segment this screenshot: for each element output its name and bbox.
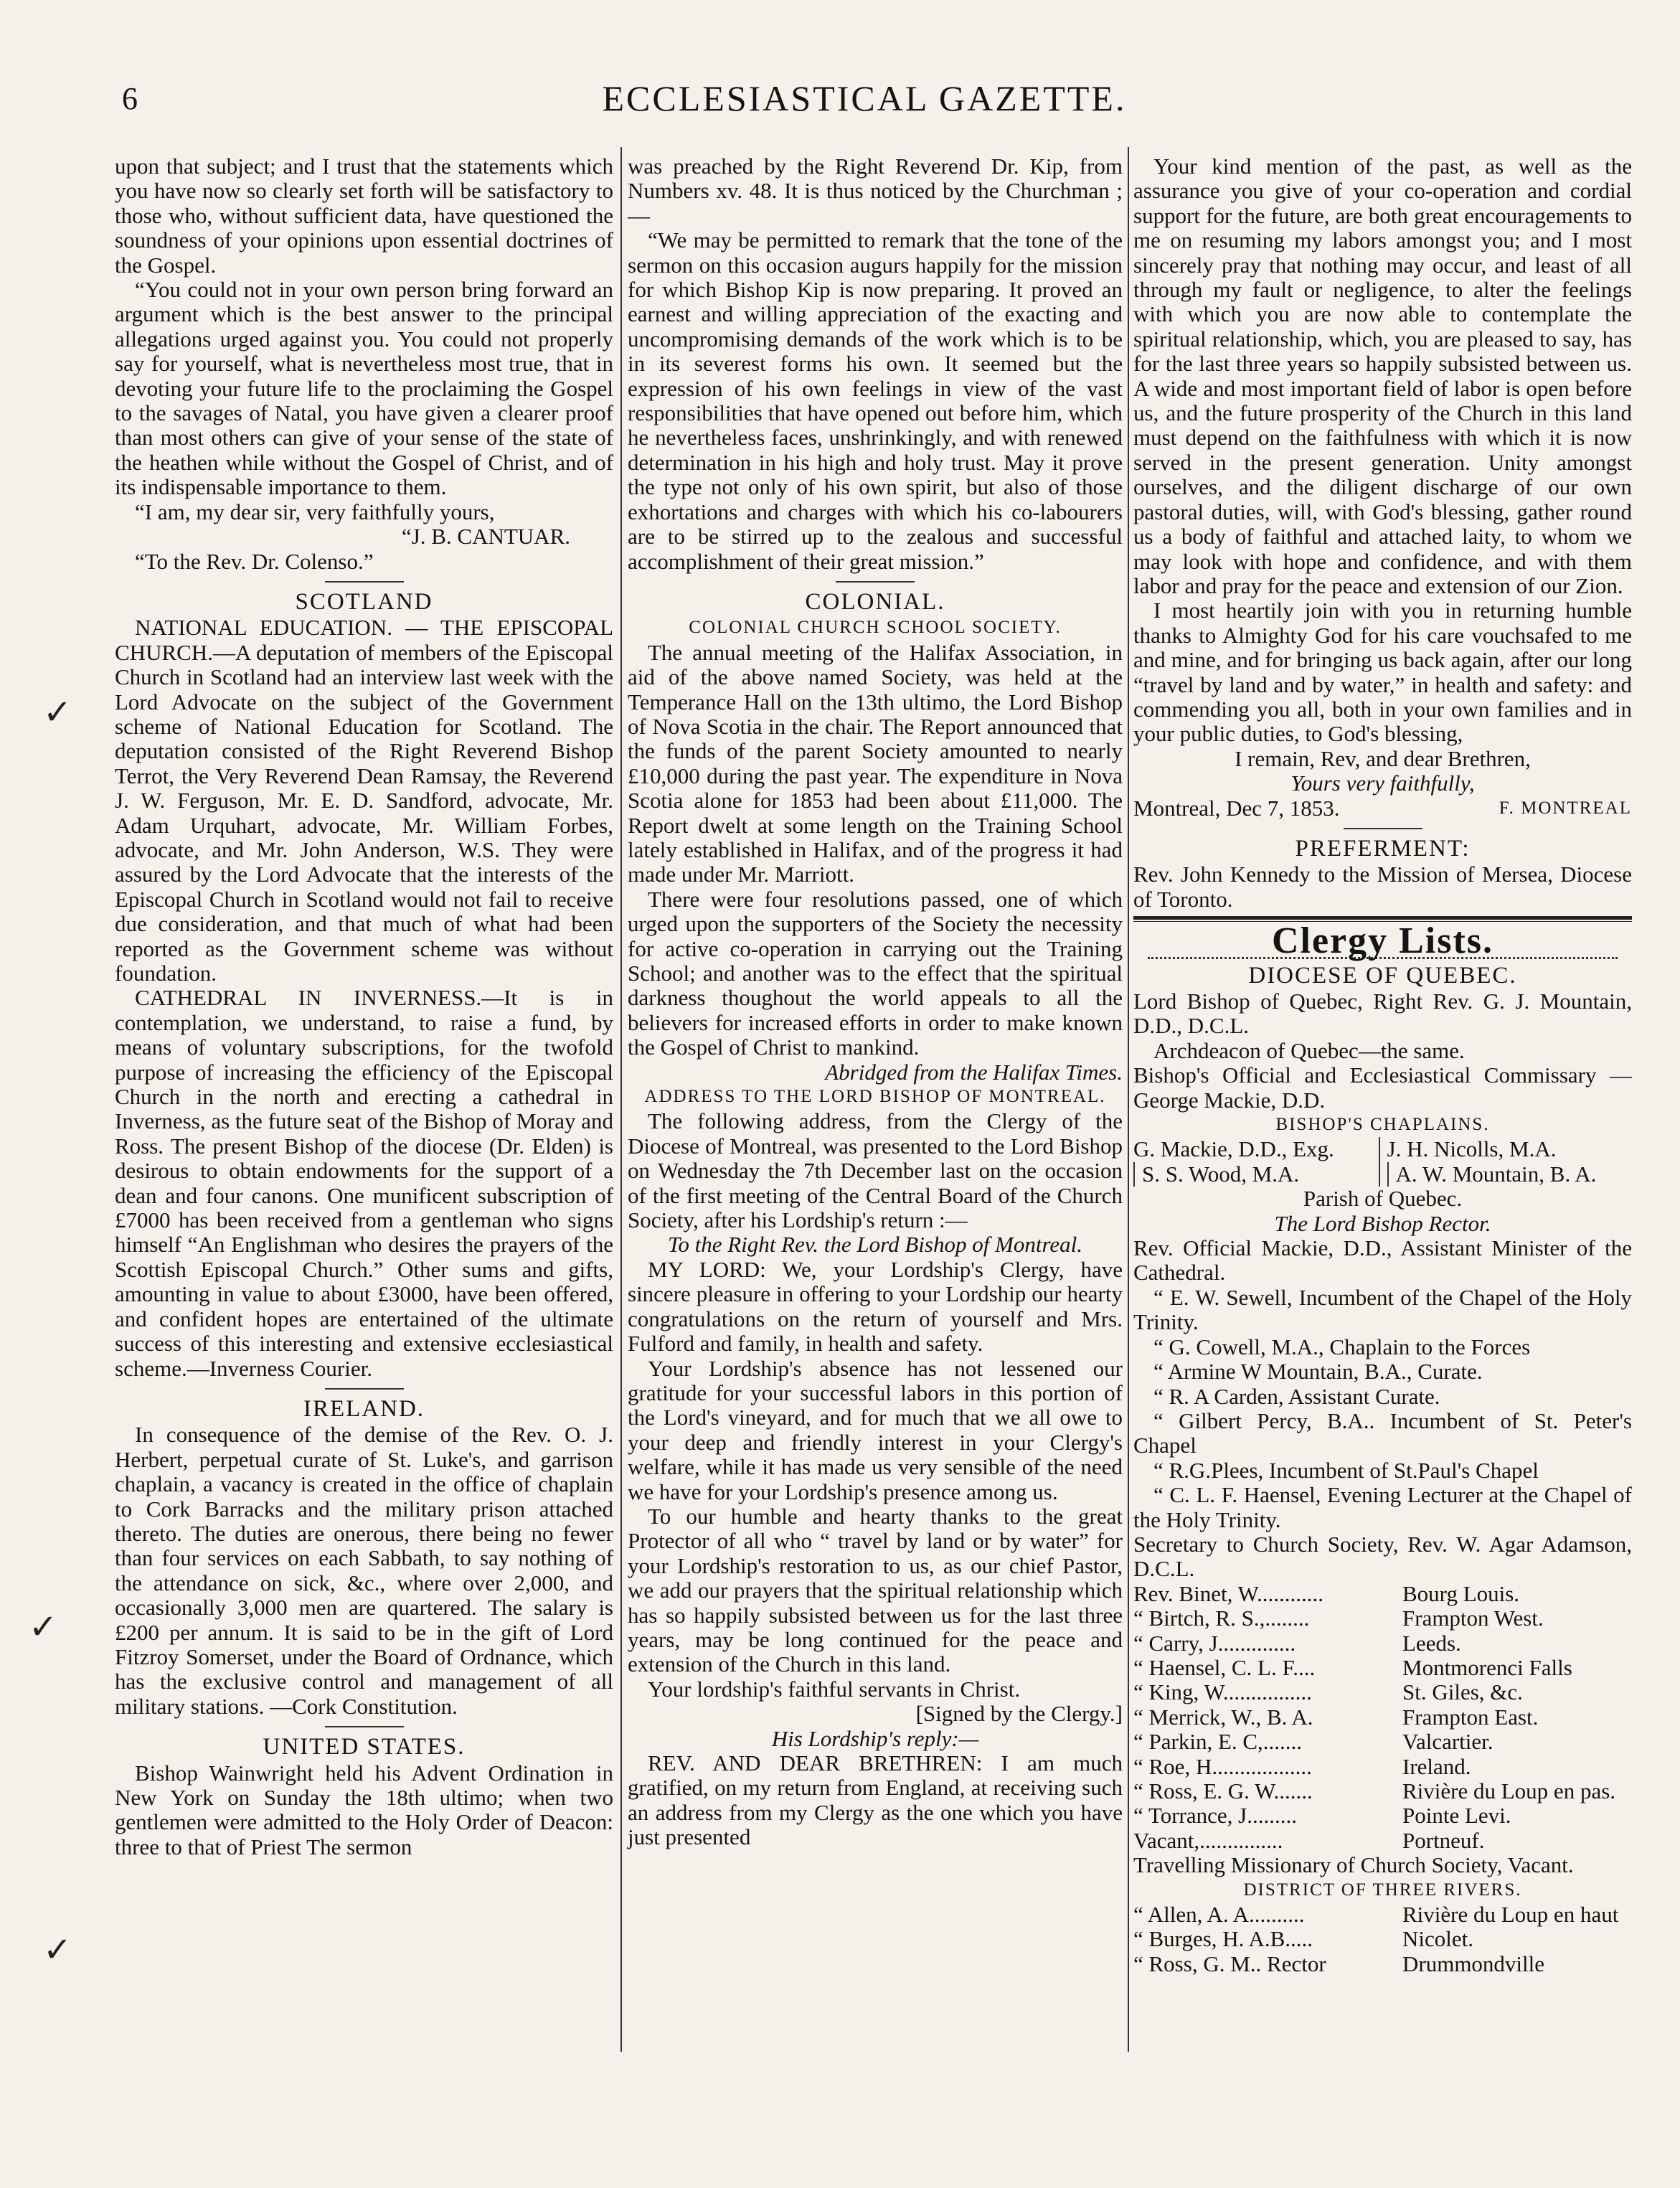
paragraph: The following address, from the Clergy of the Diocese of Montreal, was presented to the Lord Bishop on Wednesday the 7th December last on the occasion of the first meeting of the Central Board of the Church Society, after his Lordship's return :— bbox=[628, 1108, 1123, 1233]
subheading: ADDRESS TO THE LORD BISHOP OF MONTREAL. bbox=[644, 1087, 1106, 1107]
list-entry bbox=[1133, 1730, 1632, 1754]
clergy-name: “ King, W................ bbox=[1133, 1679, 1312, 1705]
list-entry bbox=[1133, 1829, 1632, 1853]
page-title: ECCLESIASTICAL GAZETTE. bbox=[602, 78, 1127, 118]
list-entry: J. H. Nicolls, M.A. bbox=[1387, 1136, 1557, 1162]
list-entry bbox=[1133, 1779, 1632, 1803]
letter-signature bbox=[1133, 796, 1632, 821]
check-mark: ✓ bbox=[29, 1608, 58, 1646]
subheading: Parish of Quebec. bbox=[1303, 1186, 1463, 1212]
list-entry bbox=[1133, 1656, 1632, 1680]
clergy-place: Frampton East. bbox=[1402, 1704, 1539, 1730]
signed-note: [Signed by the Clergy.] bbox=[915, 1701, 1123, 1727]
section-rule bbox=[1344, 828, 1422, 829]
closing: I remain, Rev, and dear Brethren, bbox=[1235, 745, 1531, 771]
paragraph: Your kind mention of the past, as well as the assurance you give of your co-operation and cordial support for the future, are both great encouragements to me on resuming my labors amongst you; and I most sincerely pray that nothing may occur, and least of all through my fault or negligence, to alter the feelings with which you are now able to contemplate the spiritual relationship, which, you are pleased to say, has for the last three years so happily subsisted between us. A wide and most important field of labor is open before us, and the future prosperity of the Church in this land must depend on the faithfulness with which it is now served in the present generation. Unity amongst ourselves, and the diligent discharge of our own pastoral duties, will, with God's blessing, gather round us a body of faithful and attached laity, to whom we may look with hope and confidence, and with them labor and pray for the peace and extension of our Zion. bbox=[1133, 154, 1632, 598]
clergy-name: “ Burges, H. A.B..... bbox=[1133, 1926, 1313, 1952]
chaplains-table bbox=[1133, 1137, 1632, 1187]
list-entry: Archdeacon of Quebec—the same. bbox=[1153, 1037, 1465, 1063]
chaplains-left bbox=[1133, 1137, 1379, 1187]
subheading: DISTRICT OF THREE RIVERS. bbox=[1243, 1880, 1522, 1900]
paragraph: REV. AND DEAR BRETHREN: I am much gratified, on my return from England, at receiving such an address from my Clergy as the one which you have just presented bbox=[628, 1750, 1123, 1850]
clergy-place: Frampton West. bbox=[1402, 1605, 1544, 1631]
paragraph: Your lordship's faithful servants in Christ. bbox=[648, 1676, 1021, 1702]
subheading: BISHOP'S CHAPLAINS. bbox=[1275, 1115, 1490, 1135]
list-entry bbox=[1133, 1582, 1632, 1606]
clergy-place: Nicolet. bbox=[1402, 1926, 1473, 1952]
clergy-name: “ Allen, A. A.......... bbox=[1133, 1902, 1305, 1928]
section-heading-ireland: IRELAND. bbox=[303, 1395, 425, 1422]
paragraph: There were four resolutions passed, one of which urged upon the supporters of the Society the necessity for active co-operation in carrying out the Training School; and another was to the effect that the spiritual darkness thoughout the world appeals to all the believers for increased efforts in order to make known the Gospel of Christ to mankind. bbox=[628, 886, 1123, 1060]
section-rule bbox=[325, 1726, 404, 1727]
clergy-place: St. Giles, &c. bbox=[1402, 1679, 1523, 1705]
list-entry bbox=[1133, 1927, 1632, 1951]
paragraph: I most heartily join with you in returning humble thanks to Almighty God for his care vouchsafed to me and mine, and for bringing us back again, after our long “travel by land and by water,” in health and safety: and commending you all, both in your own families and in your public duties, to God's blessing, bbox=[1133, 598, 1632, 747]
clergy-name: “ Ross, G. M.. Rector bbox=[1133, 1951, 1326, 1976]
clergy-name: “ Parkin, E. C,....... bbox=[1133, 1729, 1303, 1755]
clergy-place: Portneuf. bbox=[1402, 1827, 1485, 1853]
paragraph: Bishop Wainwright held his Advent Ordination in New York on Sunday the 18th ultimo; when two gentlemen were admitted to the Holy Order of Deacon: three to that of Priest The sermon bbox=[115, 1760, 613, 1859]
clergy-place: Leeds. bbox=[1402, 1630, 1461, 1656]
column-1 bbox=[115, 154, 613, 1859]
column-2 bbox=[628, 154, 1123, 1850]
page-number: 6 bbox=[122, 81, 138, 116]
list-entry: G. Mackie, D.D., Exg. bbox=[1133, 1136, 1334, 1162]
section-rule bbox=[836, 581, 915, 583]
list-entry bbox=[1133, 1705, 1632, 1730]
list-entry bbox=[1133, 1631, 1632, 1656]
clergy-name: “ Haensel, C. L. F.... bbox=[1133, 1654, 1316, 1680]
clergy-name: “ Birtch, R. S.,........ bbox=[1133, 1605, 1310, 1631]
clergy-name: “ Torrance, J......... bbox=[1133, 1803, 1297, 1829]
clergy-place: Rivière du Loup en haut bbox=[1402, 1902, 1619, 1928]
section-heading-scotland: SCOTLAND bbox=[295, 588, 433, 615]
page-header bbox=[108, 80, 1621, 123]
column-3 bbox=[1133, 154, 1632, 1976]
section-rule bbox=[325, 1388, 404, 1390]
clergy-place: Rivière du Loup en pas. bbox=[1402, 1778, 1616, 1803]
section-heading-united-states: UNITED STATES. bbox=[263, 1734, 466, 1760]
paragraph: CATHEDRAL IN INVERNESS.—It is in contemplation, we understand, to raise a fund, by means of voluntary subscriptions, for the twofold purpose of increasing the efficiency of the Episcopal Church in the north and erecting a cathedral in Inverness, as the future seat of the Bishop of Moray and Ross. The present Bishop of the diocese (Dr. Elden) is desirous to obtain endowments for the support of a dean and four canons. One munificent subscription of £7000 has been received from a gentleman who signs himself “An Englishman who desires the prayers of the Scottish Episcopal Church.” Other sums and gifts, amounting in value to about £3000, have been offered, and confident hopes are entertained of the ultimate success of this interesting and extensive ecclesiastical scheme.—Inverness Courier. bbox=[115, 985, 613, 1381]
paragraph: was preached by the Right Reverend Dr. Kip, from Numbers xv. 48. It is thus noticed by the Churchman ;— bbox=[628, 154, 1123, 228]
paragraph: “I am, my dear sir, very faithfully yours, bbox=[135, 499, 495, 524]
list-entry bbox=[1133, 1606, 1632, 1631]
place-date: Montreal, Dec 7, 1853. bbox=[1133, 795, 1340, 821]
subheading: COLONIAL CHURCH SCHOOL SOCIETY. bbox=[689, 618, 1062, 638]
list-entry: “ R.G.Plees, Incumbent of St.Paul's Chapel bbox=[1153, 1457, 1539, 1483]
clergy-place: Ireland. bbox=[1402, 1753, 1471, 1779]
check-mark: ✓ bbox=[43, 694, 72, 732]
clergy-list bbox=[1133, 1582, 1632, 1853]
list-entry: “ Gilbert Percy, B.A.. Incumbent of St. Peter's Chapel bbox=[1133, 1407, 1632, 1458]
paragraph: MY LORD: We, your Lordship's Clergy, have sincere pleasure in offering to your Lordship our hearty congratulations on the return of yourself and Mrs. Fulford and family, in health and safety. bbox=[628, 1256, 1123, 1357]
column-divider bbox=[1128, 147, 1129, 2052]
clergy-list bbox=[1133, 1902, 1632, 1976]
list-entry bbox=[1133, 1902, 1632, 1927]
chaplains-right bbox=[1379, 1137, 1633, 1187]
paragraph: “We may be permitted to remark that the tone of the sermon on this occasion augurs happily for the mission for which Bishop Kip is now preparing. It proved an earnest and willing appreciation of the exacting and uncompromising demands of the work which is to be in its severest forms his own. It seemed but the expression of his own feelings in view of the vast responsibilities that have opened out before him, which he nevertheless faces, unshrinkingly, and with renewed determination in his high and holy trust. May it prove the type not only of his own spirit, but also of those exhortations and charges with which his co-labourers are to be stirred up to the zealous and successful accomplishment of their great mission.” bbox=[628, 227, 1123, 574]
salutation: To the Right Rev. the Lord Bishop of Montreal. bbox=[667, 1232, 1083, 1258]
paragraph: In consequence of the demise of the Rev. O. J. Herbert, perpetual curate of St. Luke's, and garrison chaplain, a vacancy is created in the office of chaplain to Cork Barracks and the military prison attached thereto. The duties are onerous, there being no fewer than four services on each Sabbath, to say nothing of the attendance on sick, &c., where over 2,000, and occasionally 3,000 men are quartered. The salary is £200 per annum. It is said to be in the gift of Lord Fitzroy Somerset, under the Board of Ordnance, which has the exclusive control and management of all military stations. —Cork Constitution. bbox=[115, 1422, 613, 1719]
list-entry bbox=[1133, 1680, 1632, 1704]
column-divider bbox=[620, 147, 622, 2052]
list-entry: “ G. Cowell, M.A., Chaplain to the Forces bbox=[1153, 1334, 1531, 1359]
list-entry: Travelling Missionary of Church Society, Vacant. bbox=[1133, 1852, 1574, 1878]
clergy-name: “ Carry, J.............. bbox=[1133, 1630, 1296, 1656]
section-heading-preferment: PREFERMENT: bbox=[1295, 835, 1471, 862]
closing: Yours very faithfully, bbox=[1290, 770, 1475, 796]
list-entry bbox=[1133, 1952, 1632, 1976]
clergy-name: “ Roe, H.................. bbox=[1133, 1753, 1312, 1779]
signer: F. MONTREAL bbox=[1499, 798, 1632, 818]
list-entry: Bishop's Official and Ecclesiastical Commissary —George Mackie, D.D. bbox=[1133, 1062, 1632, 1113]
clergy-place: Drummondville bbox=[1402, 1951, 1545, 1976]
list-entry: Secretary to Church Society, Rev. W. Agar Adamson, D.C.L. bbox=[1133, 1531, 1632, 1582]
paragraph: NATIONAL EDUCATION. — THE EPISCOPAL CHURCH.—A deputation of members of the Episcopal Church in Scotland had an interview last week with the Lord Advocate on the subject of the Government scheme of National Education for Scotland. The deputation consisted of the Right Reverend Bishop Terrot, the Very Reverend Dean Ramsay, the Reverend J. W. Ferguson, Mr. E. D. Sandford, advocate, Mr. Adam Urquhart, advocate, Mr. William Forbes, advocate, and Mr. John Anderson, W.S. They were assured by the Lord Advocate that the interests of the Episcopal Church in Scotland would not fail to receive due consideration, and that much of what had been reported as the Government scheme was without foundation. bbox=[115, 615, 613, 986]
clergy-name: Vacant,............... bbox=[1133, 1827, 1283, 1853]
paragraph: The annual meeting of the Halifax Association, in aid of the above named Society, was held at the Temperance Hall on the 13th ultimo, the Lord Bishop of Nova Scotia in the chair. The Report announced that the funds of the parent Society amounted to nearly £10,000 during the past year. The expenditure in Nova Scotia alone for 1853 had been about £11,000. The Report dwelt at some length on the Training School lately established in Halifax, and of the progress it had made under Mr. Marriott. bbox=[628, 639, 1123, 887]
diocese-heading: DIOCESE OF QUEBEC. bbox=[1248, 962, 1517, 989]
reply-heading: His Lordship's reply:— bbox=[771, 1725, 979, 1751]
clergy-place: Bourg Louis. bbox=[1402, 1580, 1520, 1606]
list-entry: “ C. L. F. Haensel, Evening Lecturer at the Chapel of the Holy Trinity. bbox=[1133, 1482, 1632, 1532]
paragraph: Rev. John Kennedy to the Mission of Mersea, Diocese of Toronto. bbox=[1133, 862, 1632, 912]
clergy-name: Rev. Binet, W............ bbox=[1133, 1580, 1323, 1606]
list-entry: A. W. Mountain, B. A. bbox=[1387, 1162, 1633, 1187]
list-entry: “ E. W. Sewell, Incumbent of the Chapel of the Holy Trinity. bbox=[1133, 1284, 1632, 1335]
list-entry: Lord Bishop of Quebec, Right Rev. G. J. Mountain, D.D., D.C.L. bbox=[1133, 989, 1632, 1039]
clergy-place: Pointe Levi. bbox=[1402, 1803, 1511, 1829]
clergy-place: Valcartier. bbox=[1402, 1729, 1493, 1755]
list-entry: Rev. Official Mackie, D.D., Assistant Minister of the Cathedral. bbox=[1133, 1235, 1632, 1286]
source-credit: Abridged from the Halifax Times. bbox=[825, 1059, 1123, 1085]
clergy-lists-title: Clergy Lists. bbox=[1271, 920, 1494, 962]
list-entry bbox=[1133, 1803, 1632, 1828]
section-rule bbox=[325, 581, 404, 583]
clergy-name: “ Merrick, W., B. A. bbox=[1133, 1704, 1313, 1730]
paragraph: Your Lordship's absence has not lessened our gratitude for your successful labors in this portion of the Lord's vineyard, and for much that we all owe to your deep and friendly interest in your Clergy's welfare, while it has made us very sensible of the need we have for your Lordship's presence among us. bbox=[628, 1355, 1123, 1504]
paragraph: upon that subject; and I trust that the statements which you have now so clearly set forth will be satisfactory to those who, without sufficient data, have questioned the soundness of your opinions upon essential doctrines of the Gospel. bbox=[115, 154, 613, 278]
list-entry: “ Armine W Mountain, B.A., Curate. bbox=[1153, 1359, 1483, 1385]
paragraph: “To the Rev. Dr. Colenso.” bbox=[135, 548, 374, 574]
list-entry bbox=[1133, 1755, 1632, 1779]
list-entry: “ R. A Carden, Assistant Curate. bbox=[1153, 1383, 1440, 1409]
signature: “J. B. CANTUAR. bbox=[401, 524, 570, 550]
section-heading-colonial: COLONIAL. bbox=[805, 588, 945, 615]
list-entry: S. S. Wood, M.A. bbox=[1133, 1162, 1379, 1187]
paragraph: To our humble and hearty thanks to the great Protector of all who “ travel by land or by water” for your Lordship's restoration to us, as our chief Pastor, we add our prayers that the spiritual relationship which has so happily subsisted between us for the last three years, may be long continued for the peace and extension of the Church in this land. bbox=[628, 1503, 1123, 1677]
subheading: The Lord Bishop Rector. bbox=[1274, 1210, 1491, 1236]
paragraph: “You could not in your own person bring forward an argument which is the best answer to the principal allegations urged against you. You could not properly say for yourself, what is nevertheless most true, that in devoting your future life to the proclaiming the Gospel to the savages of Natal, you have given a clearer proof than most others can give of your sense of the state of the heathen while without the Gospel of Christ, and of its indispensable importance to them. bbox=[115, 277, 613, 500]
clergy-place: Montmorenci Falls bbox=[1402, 1654, 1572, 1680]
check-mark: ✓ bbox=[43, 1931, 72, 1969]
clergy-name: “ Ross, E. G. W....... bbox=[1133, 1778, 1313, 1803]
